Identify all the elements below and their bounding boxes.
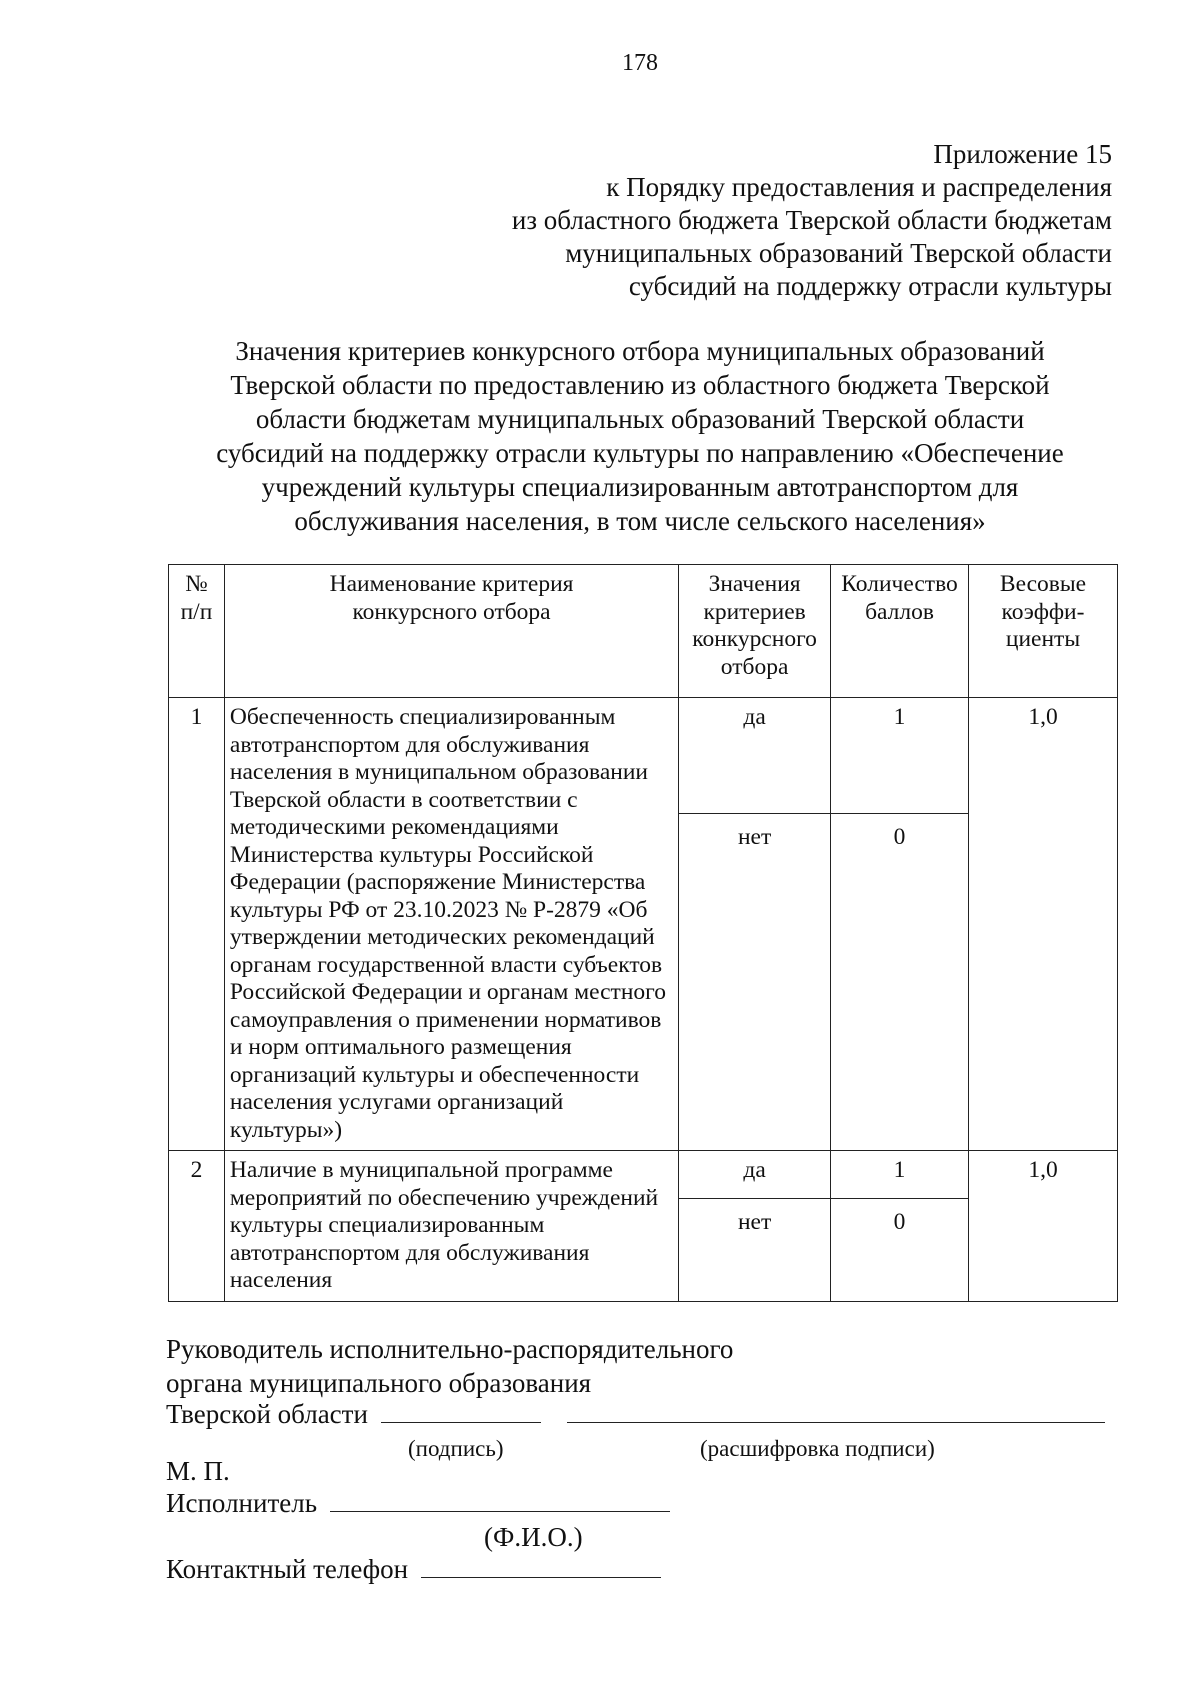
table-header-row (169, 565, 1118, 698)
title-line: области бюджетам муниципальных образований Тверской области (255, 404, 1025, 434)
row-num: 1 (169, 698, 225, 1151)
header-score: Количество баллов (831, 565, 969, 698)
table-row (169, 1151, 1118, 1199)
phone-field[interactable] (421, 1553, 661, 1578)
title-line: субсидий на поддержку отрасли культуры по направлению «Обеспечение (216, 438, 1064, 468)
signature-caption: (подпись) (408, 1436, 504, 1461)
header-values: Значения критериев конкурсного отбора (679, 565, 831, 698)
executor-field[interactable] (330, 1487, 670, 1512)
stamp-label: М. П. (166, 1456, 230, 1486)
decoding-caption: (расшифровка подписи) (700, 1436, 935, 1461)
row-score-yes: 1 (831, 1151, 969, 1199)
head-line-1: Руководитель исполнительно-распорядительного (166, 1334, 734, 1364)
row-value-yes: да (679, 1151, 831, 1199)
header-name: Наименование критерия конкурсного отбора (224, 565, 678, 698)
executor-row (166, 1487, 670, 1518)
phone-label: Контактный телефон (166, 1554, 409, 1584)
appendix-block (512, 138, 1112, 303)
criteria-table (168, 564, 1118, 1302)
row-score-no: 0 (831, 814, 969, 1151)
head-signature-row (166, 1398, 1105, 1429)
appendix-line: субсидий на поддержку отрасли культуры (628, 271, 1112, 301)
appendix-line: из областного бюджета Тверской области бюджетам (511, 205, 1112, 235)
row-score-yes: 1 (831, 698, 969, 814)
head-line-3: Тверской области (166, 1399, 368, 1429)
signature-decoding-field[interactable] (567, 1398, 1105, 1423)
title-line: обслуживания населения, в том числе сельского населения» (294, 506, 986, 536)
phone-row (166, 1553, 661, 1584)
table-row (169, 698, 1118, 814)
header-weight: Весовые коэффи-циенты (969, 565, 1118, 698)
appendix-line: к Порядку предоставления и распределения (606, 172, 1112, 202)
appendix-line: Приложение 15 (933, 139, 1112, 169)
page-number: 178 (622, 50, 658, 76)
executor-label: Исполнитель (166, 1488, 318, 1518)
row-score-no: 0 (831, 1199, 969, 1302)
row-weight: 1,0 (969, 1151, 1118, 1302)
head-line-2: органа муниципального образования (166, 1368, 592, 1398)
document-title (150, 334, 1130, 538)
header-num: № п/п (169, 565, 225, 698)
title-line: Тверской области по предоставлению из областного бюджета Тверской (230, 370, 1050, 400)
row-criterion: Наличие в муниципальной программе мероприятий по обеспечению учреждений культуры специализированным автотранспортом для обслуживания населения (224, 1151, 678, 1302)
row-value-no: нет (679, 814, 831, 1151)
row-weight: 1,0 (969, 698, 1118, 1151)
appendix-line: муниципальных образований Тверской области (565, 238, 1112, 268)
row-num: 2 (169, 1151, 225, 1302)
title-line: Значения критериев конкурсного отбора муниципальных образований (235, 336, 1045, 366)
row-value-no: нет (679, 1199, 831, 1302)
fio-caption: (Ф.И.О.) (484, 1522, 583, 1552)
title-line: учреждений культуры специализированным автотранспортом для (261, 472, 1019, 502)
signature-field[interactable] (381, 1398, 541, 1423)
row-criterion: Обеспеченность специализированным автотранспортом для обслуживания населения в муниципальном образовании Тверской области в соответствии с методическими рекомендациями Министерства культуры Российской Федерации (распоряжение Министерства культуры РФ от 23.10.2023 № Р-2879 «Об утверждении методических рекомендаций органам государственной власти субъектов Российской Федерации и органам местного самоуправления о применении нормативов и норм оптимального размещения организаций культуры и обеспеченности населения услугами организаций культуры») (224, 698, 678, 1151)
row-value-yes: да (679, 698, 831, 814)
